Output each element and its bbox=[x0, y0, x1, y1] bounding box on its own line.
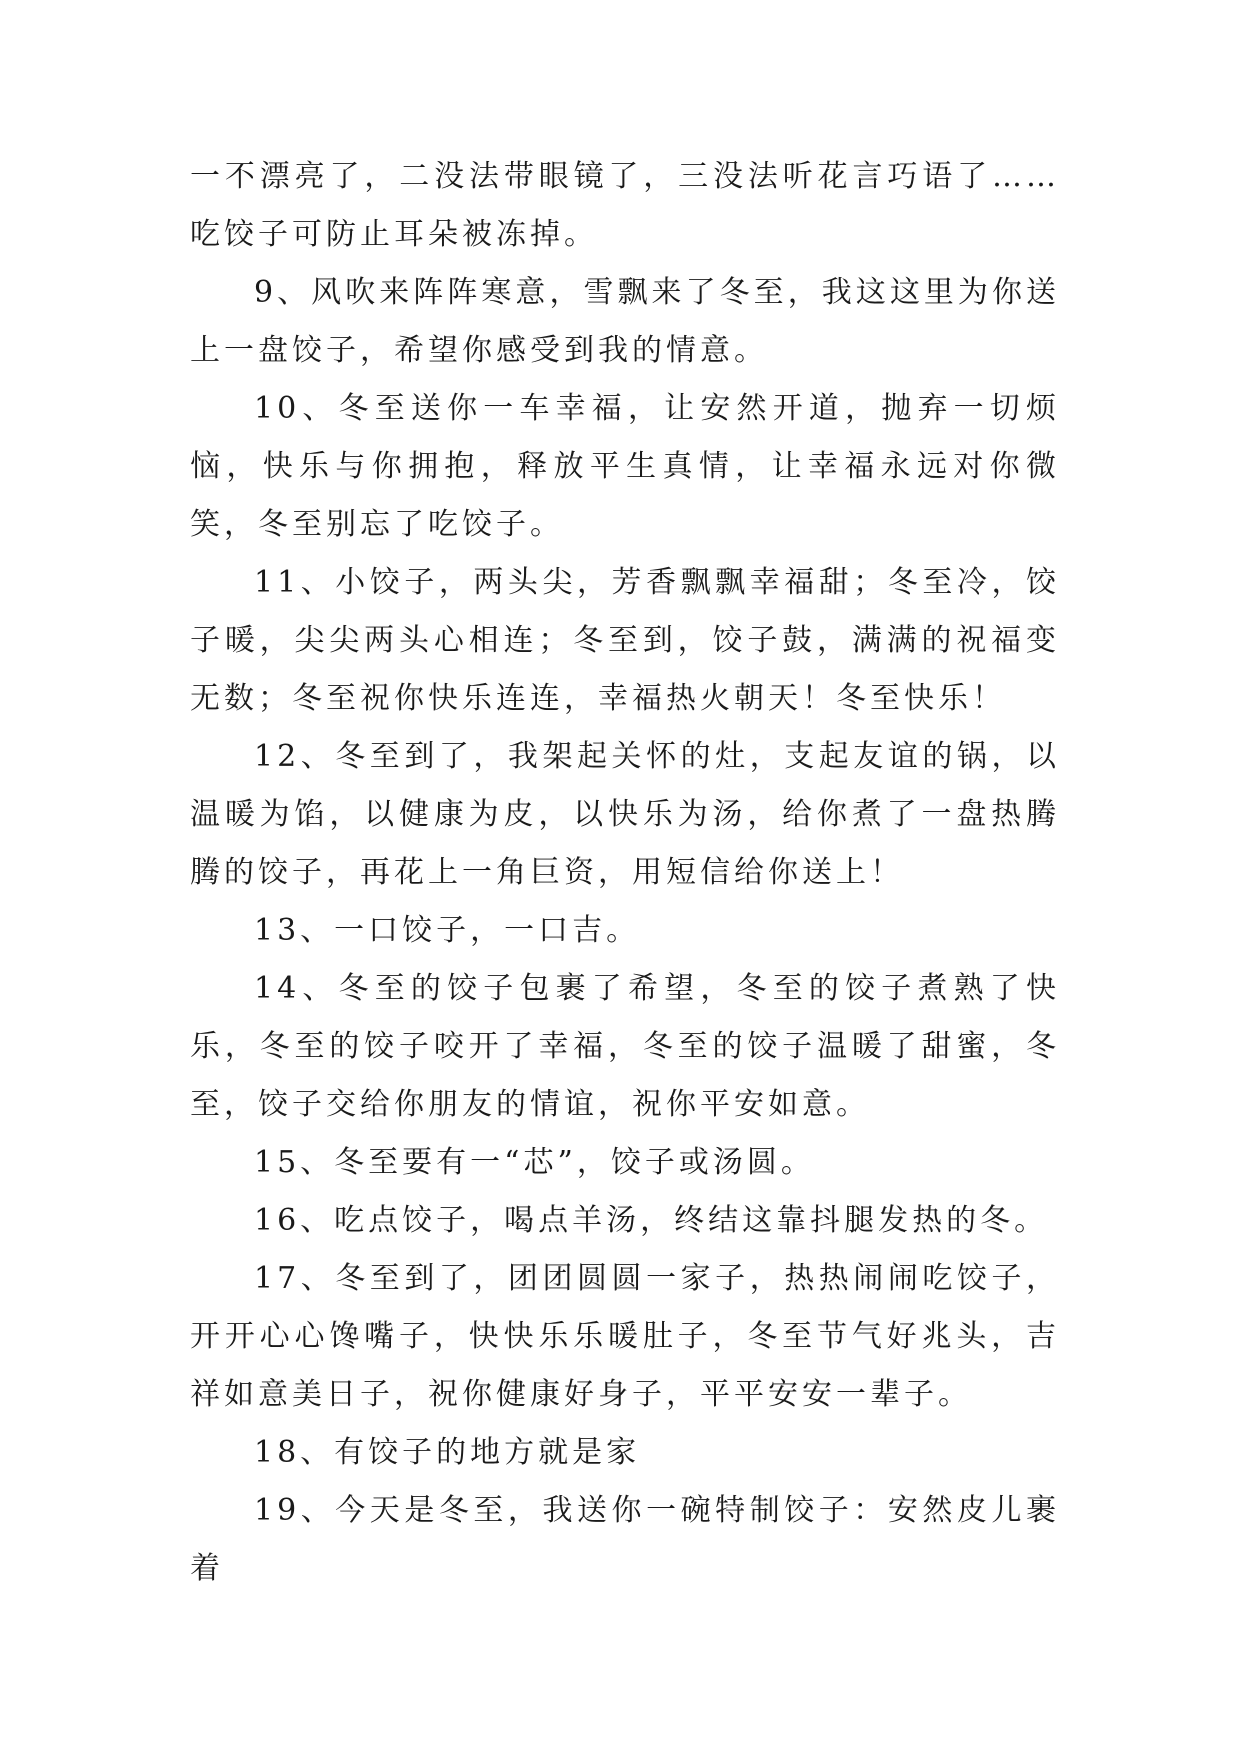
paragraph-item-17: 17、冬至到了，团团圆圆一家子，热热闹闹吃饺子，开开心心馋嘴子，快快乐乐暖肚子，冬至节气好兆头，吉祥如意美日子，祝你健康好身子，平平安安一辈子。 bbox=[190, 1261, 1060, 1412]
paragraph-item-11: 11、小饺子，两头尖，芳香飘飘幸福甜；冬至冷，饺子暖，尖尖两头心相连；冬至到，饺子鼓，满满的祝福变无数；冬至祝你快乐连连，幸福热火朝天！冬至快乐！ bbox=[190, 565, 1060, 716]
paragraph-item-15: 15、冬至要有一“芯”，饺子或汤圆。 bbox=[254, 1145, 815, 1180]
paragraph-item-19: 19、今天是冬至，我送你一碗特制饺子：安然皮儿裹着 bbox=[190, 1493, 1060, 1586]
document-body bbox=[190, 148, 1060, 1598]
paragraph-continuation: 一不漂亮了，二没法带眼镜了，三没法听花言巧语了……吃饺子可防止耳朵被冻掉。 bbox=[190, 159, 1060, 252]
paragraph-item-10: 10、冬至送你一车幸福，让安然开道，抛弃一切烦恼，快乐与你拥抱，释放平生真情，让幸福永远对你微笑，冬至别忘了吃饺子。 bbox=[190, 391, 1060, 542]
paragraph-item-9: 9、风吹来阵阵寒意，雪飘来了冬至，我这这里为你送上一盘饺子，希望你感受到我的情意。 bbox=[190, 275, 1060, 368]
paragraph-item-14: 14、冬至的饺子包裹了希望，冬至的饺子煮熟了快乐，冬至的饺子咬开了幸福，冬至的饺子温暖了甜蜜，冬至，饺子交给你朋友的情谊，祝你平安如意。 bbox=[190, 971, 1060, 1122]
paragraph-item-16: 16、吃点饺子，喝点羊汤，终结这靠抖腿发热的冬。 bbox=[254, 1203, 1049, 1238]
paragraph-item-12: 12、冬至到了，我架起关怀的灶，支起友谊的锅，以温暖为馅，以健康为皮，以快乐为汤，给你煮了一盘热腾腾的饺子，再花上一角巨资，用短信给你送上！ bbox=[190, 739, 1060, 890]
paragraph-item-18: 18、有饺子的地方就是家 bbox=[254, 1435, 641, 1470]
paragraph-item-13: 13、一口饺子，一口吉。 bbox=[254, 913, 641, 948]
